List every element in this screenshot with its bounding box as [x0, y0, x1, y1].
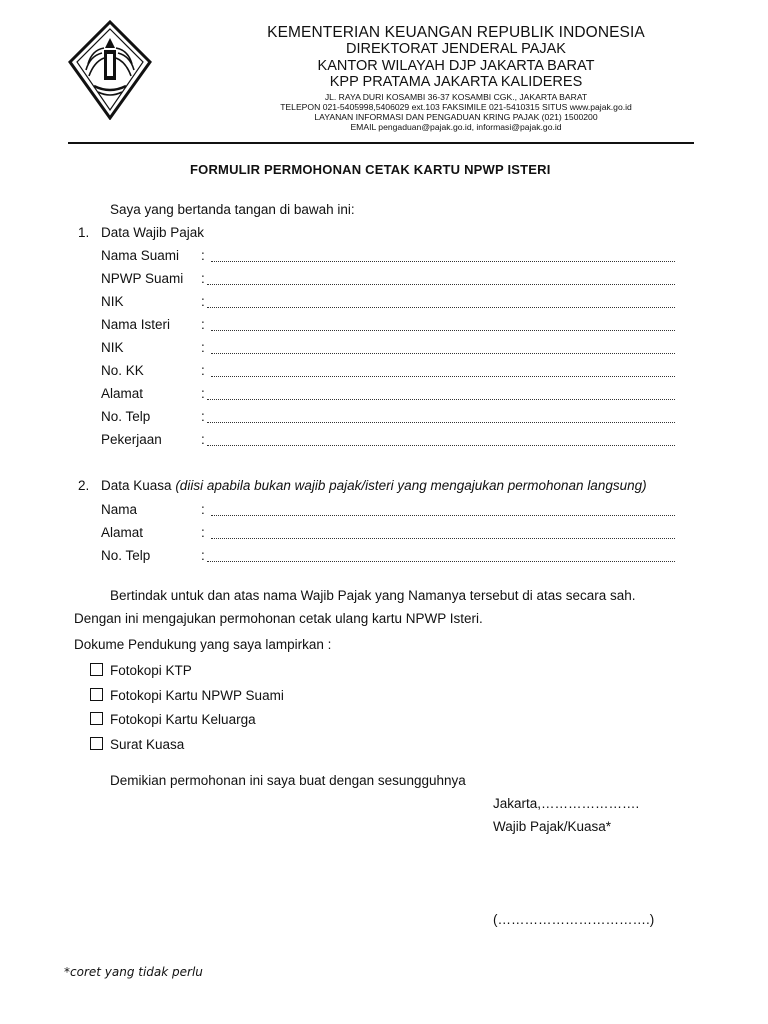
field-label: No. Telp	[101, 548, 151, 563]
field-input-line[interactable]	[207, 561, 675, 562]
checkbox-label: Fotokopi Kartu Keluarga	[110, 712, 256, 727]
footnote: *coret yang tidak perlu	[64, 965, 203, 979]
checkbox[interactable]	[90, 663, 103, 676]
field-colon: :	[201, 248, 205, 263]
field-colon: :	[201, 502, 205, 517]
field-colon: :	[201, 525, 205, 540]
field-label: No. KK	[101, 363, 144, 378]
field-input-line[interactable]	[211, 376, 675, 377]
letterhead-address: JL. RAYA DURI KOSAMBI 36-37 KOSAMBI CGK., JAKARTA BARAT	[324, 92, 588, 102]
closing-statement: Demikian permohonan ini saya buat dengan sesungguhnya	[110, 773, 466, 788]
field-label: Alamat	[101, 386, 144, 401]
field-input-line[interactable]	[207, 422, 675, 423]
ministry-emblem-logo	[68, 20, 152, 120]
checkbox[interactable]	[90, 712, 103, 725]
letterhead-regional-office: KANTOR WILAYAH DJP JAKARTA BARAT	[317, 58, 595, 74]
field-label: Nama	[101, 502, 138, 517]
section1-title: Data Wajib Pajak	[101, 225, 205, 240]
letterhead-divider	[68, 142, 694, 144]
field-label: NIK	[101, 340, 124, 355]
checkbox-label: Fotokopi Kartu NPWP Suami	[110, 688, 284, 703]
section1-number: 1.	[78, 225, 90, 240]
field-label: NPWP Suami	[101, 271, 184, 286]
form-title: FORMULIR PERMOHONAN CETAK KARTU NPWP ISTERI	[190, 162, 551, 177]
field-colon: :	[201, 409, 205, 424]
section2-note: (diisi apabila bukan wajib pajak/isteri yang mengajukan permohonan langsung)	[175, 478, 647, 493]
field-input-line[interactable]	[211, 538, 675, 539]
field-label: No. Telp	[101, 409, 151, 424]
field-colon: :	[201, 294, 205, 309]
field-input-line[interactable]	[207, 284, 675, 285]
signer-label: Wajib Pajak/Kuasa*	[493, 819, 612, 834]
intro-text: Saya yang bertanda tangan di bawah ini:	[110, 202, 355, 217]
field-label: Pekerjaan	[101, 432, 162, 447]
checkbox-label: Surat Kuasa	[110, 737, 185, 752]
field-label: NIK	[101, 294, 124, 309]
statement-authority: Bertindak untuk dan atas nama Wajib Pajak yang Namanya tersebut di atas secara sah.	[110, 588, 636, 603]
field-input-line[interactable]	[207, 307, 675, 308]
section2-number: 2.	[78, 478, 90, 493]
signature-line: (…………………………….)	[493, 912, 655, 927]
documents-heading: Dokume Pendukung yang saya lampirkan :	[74, 637, 332, 652]
section2-title: Data Kuasa	[101, 478, 172, 493]
field-colon: :	[201, 340, 205, 355]
letterhead-ministry: KEMENTERIAN KEUANGAN REPUBLIK INDONESIA	[267, 24, 645, 41]
field-input-line[interactable]	[207, 399, 675, 400]
field-label: Nama Isteri	[101, 317, 171, 332]
section2-heading	[101, 478, 647, 493]
letterhead-phone: TELEPON 021-5405998,5406029 ext.103 FAKSIMILE 021-5410315 SITUS www.pajak.go.id	[280, 102, 632, 112]
field-colon: :	[201, 432, 205, 447]
field-colon: :	[201, 548, 205, 563]
field-colon: :	[201, 386, 205, 401]
letterhead-tax-office: KPP PRATAMA JAKARTA KALIDERES	[329, 74, 583, 90]
letterhead-service: LAYANAN INFORMASI DAN PENGADUAN KRING PAJAK (021) 1500200	[314, 112, 598, 122]
field-colon: :	[201, 271, 205, 286]
statement-request: Dengan ini mengajukan permohonan cetak ulang kartu NPWP Isteri.	[74, 611, 483, 626]
letterhead-directorate: DIREKTORAT JENDERAL PAJAK	[346, 41, 566, 57]
checkbox-label: Fotokopi KTP	[110, 663, 192, 678]
field-input-line[interactable]	[211, 261, 675, 262]
field-input-line[interactable]	[207, 445, 675, 446]
field-input-line[interactable]	[211, 353, 675, 354]
letterhead-email: EMAIL pengaduan@pajak.go.id, informasi@pajak.go.id	[350, 122, 562, 132]
field-input-line[interactable]	[211, 330, 675, 331]
place-date: Jakarta,………………….	[493, 796, 640, 811]
field-colon: :	[201, 363, 205, 378]
field-colon: :	[201, 317, 205, 332]
field-input-line[interactable]	[211, 515, 675, 516]
field-label: Nama Suami	[101, 248, 180, 263]
checkbox[interactable]	[90, 737, 103, 750]
checkbox[interactable]	[90, 688, 103, 701]
field-label: Alamat	[101, 525, 144, 540]
